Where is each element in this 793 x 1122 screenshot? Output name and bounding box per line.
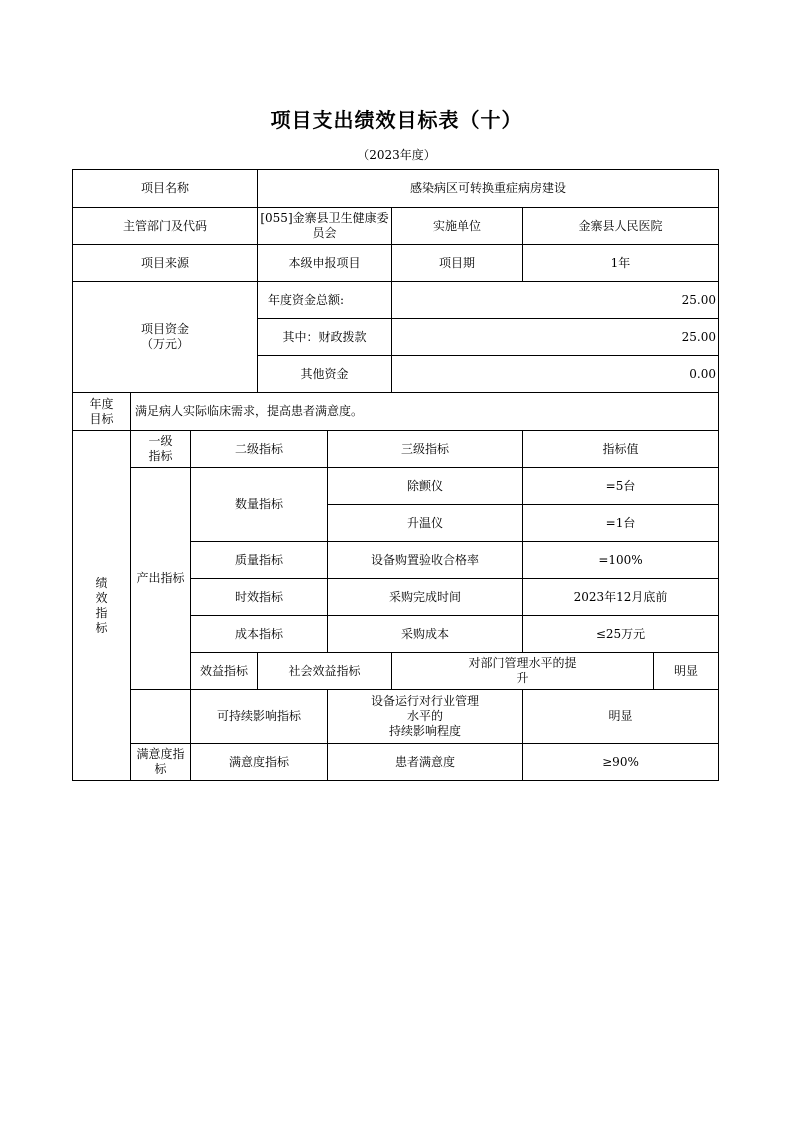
header-level3: 三级指标 <box>328 431 523 468</box>
satisfaction-line1: 满意度指 <box>136 747 185 761</box>
label-funds-line2: （万元） <box>140 337 189 351</box>
year-note: （2023年度） <box>357 148 436 162</box>
performance-target-table <box>72 169 719 781</box>
indicator-name: 升温仪 <box>328 505 523 542</box>
perf-char-4: 标 <box>95 620 108 635</box>
indicator-name <box>328 690 523 744</box>
value-impl-unit: 金寨县人民医院 <box>523 208 719 245</box>
header-level1-line2: 指标 <box>148 449 173 463</box>
label-impl-unit: 实施单位 <box>392 208 523 245</box>
value-period: 1年 <box>523 245 719 282</box>
indicator-name: 除颤仪 <box>328 468 523 505</box>
sustain-name-line1: 设备运行对行业管理 <box>370 694 479 708</box>
label-sustain: 可持续影响指标 <box>191 690 328 744</box>
label-fiscal: 其中：财政拨款 <box>258 319 392 356</box>
label-quantity: 数量指标 <box>191 468 328 542</box>
indicator-value: ≤25万元 <box>523 616 719 653</box>
label-period: 项目期 <box>392 245 523 282</box>
header-value: 指标值 <box>523 431 719 468</box>
label-quality: 质量指标 <box>191 542 328 579</box>
row-project-name <box>73 170 719 208</box>
indicator-value: =1台 <box>523 505 719 542</box>
value-fiscal: 25.00 <box>392 319 719 356</box>
label-social-benefit: 社会效益指标 <box>258 653 392 690</box>
row-sustain-benefit <box>73 690 719 744</box>
label-benefit-indicators: 效益指标 <box>191 653 258 690</box>
perf-char-2: 效 <box>95 590 108 605</box>
label-annual-goal <box>73 393 131 431</box>
indicator-name: 采购成本 <box>328 616 523 653</box>
value-source: 本级申报项目 <box>258 245 392 282</box>
label-satisfaction-sub: 满意度指标 <box>191 744 328 781</box>
sustain-name-line3: 持续影响程度 <box>388 724 461 738</box>
label-project-name: 项目名称 <box>73 170 258 208</box>
label-source: 项目来源 <box>73 245 258 282</box>
label-dept-code: 主管部门及代码 <box>73 208 258 245</box>
perf-char-3: 指 <box>95 605 108 620</box>
row-annual-goal <box>73 393 719 431</box>
label-benefit-blank <box>131 690 191 744</box>
row-indicator-header <box>73 431 719 468</box>
indicator-value: =100% <box>523 542 719 579</box>
label-goal-line2: 目标 <box>89 411 114 426</box>
label-timeliness: 时效指标 <box>191 579 328 616</box>
label-funds <box>73 282 258 393</box>
indicator-name: 设备购置验收合格率 <box>328 542 523 579</box>
value-annual-goal: 满足病人实际临床需求，提高患者满意度。 <box>131 393 719 431</box>
value-other: 0.00 <box>392 356 719 393</box>
indicator-name <box>392 653 654 690</box>
value-annual-total: 25.00 <box>392 282 719 319</box>
label-goal-line1: 年度 <box>89 396 114 411</box>
social-name-line1: 对部门管理水平的提 <box>468 656 577 670</box>
label-satisfaction-indicators <box>131 744 191 781</box>
row-source <box>73 245 719 282</box>
label-output-indicators: 产出指标 <box>131 468 191 690</box>
indicator-name: 患者满意度 <box>328 744 523 781</box>
label-other: 其他资金 <box>258 356 392 393</box>
row-satisfaction <box>73 744 719 781</box>
social-name-line2: 升 <box>516 671 529 685</box>
header-level1 <box>131 431 191 468</box>
label-funds-line1: 项目资金 <box>140 322 189 336</box>
label-performance-indicators <box>73 431 131 781</box>
indicator-value: =5台 <box>523 468 719 505</box>
perf-char-1: 绩 <box>95 575 108 590</box>
label-cost: 成本指标 <box>191 616 328 653</box>
value-dept: [055]金寨县卫生健康委员会 <box>258 208 392 245</box>
page-title: 项目支出绩效目标表（十） <box>270 108 523 132</box>
header-level2: 二级指标 <box>191 431 328 468</box>
satisfaction-line2: 标 <box>154 762 167 776</box>
indicator-value: 明显 <box>654 653 719 690</box>
indicator-value: ≥90% <box>523 744 719 781</box>
row-dept <box>73 208 719 245</box>
indicator-name: 采购完成时间 <box>328 579 523 616</box>
header-level1-line1: 一级 <box>148 434 173 448</box>
label-annual-total: 年度资金总额: <box>258 282 392 319</box>
indicator-value: 2023年12月底前 <box>523 579 719 616</box>
indicator-value: 明显 <box>523 690 719 744</box>
row-quantity-1 <box>73 468 719 505</box>
sustain-name-line2: 水平的 <box>406 709 443 723</box>
row-annual-total <box>73 282 719 319</box>
value-project-name: 感染病区可转换重症病房建设 <box>258 170 719 208</box>
